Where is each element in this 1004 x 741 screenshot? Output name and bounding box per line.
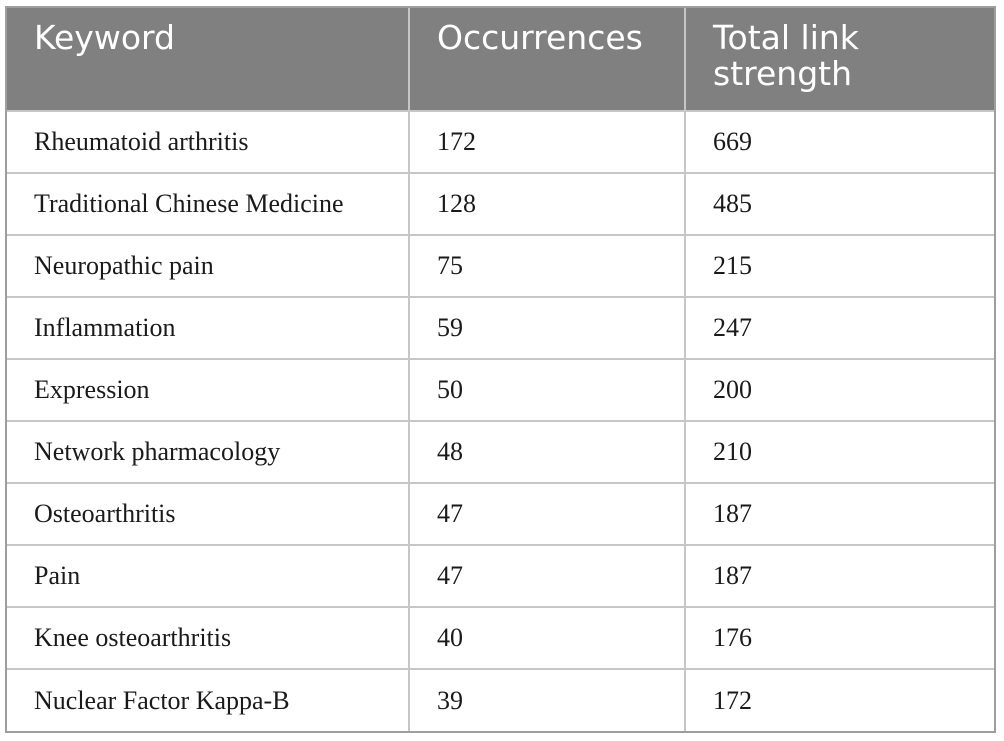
cell-keyword: Neuropathic pain: [7, 235, 409, 297]
header-row: [7, 8, 994, 111]
cell-keyword: Pain: [7, 545, 409, 607]
cell-occurrences: 128: [409, 173, 685, 235]
cell-keyword: Network pharmacology: [7, 421, 409, 483]
cell-keyword: Rheumatoid arthritis: [7, 111, 409, 173]
table-row: [7, 297, 994, 359]
table-row: [7, 545, 994, 607]
cell-occurrences: 75: [409, 235, 685, 297]
cell-total-link-strength: 172: [685, 669, 994, 731]
cell-keyword: Inflammation: [7, 297, 409, 359]
table-row: [7, 235, 994, 297]
cell-total-link-strength: 485: [685, 173, 994, 235]
header-keyword: Keyword: [7, 8, 409, 111]
cell-total-link-strength: 210: [685, 421, 994, 483]
cell-keyword: Osteoarthritis: [7, 483, 409, 545]
table-row: [7, 359, 994, 421]
table-row: [7, 669, 994, 731]
cell-occurrences: 50: [409, 359, 685, 421]
table-row: [7, 173, 994, 235]
table-row: [7, 607, 994, 669]
cell-total-link-strength: 215: [685, 235, 994, 297]
cell-occurrences: 47: [409, 545, 685, 607]
cell-total-link-strength: 187: [685, 545, 994, 607]
cell-occurrences: 39: [409, 669, 685, 731]
header-occurrences: Occurrences: [409, 8, 685, 111]
cell-total-link-strength: 200: [685, 359, 994, 421]
table-row: [7, 111, 994, 173]
cell-total-link-strength: 247: [685, 297, 994, 359]
cell-total-link-strength: 187: [685, 483, 994, 545]
cell-total-link-strength: 669: [685, 111, 994, 173]
cell-keyword: Expression: [7, 359, 409, 421]
cell-keyword: Traditional Chinese Medicine: [7, 173, 409, 235]
cell-occurrences: 47: [409, 483, 685, 545]
table-row: [7, 483, 994, 545]
cell-occurrences: 172: [409, 111, 685, 173]
cell-occurrences: 48: [409, 421, 685, 483]
table-body: [7, 111, 994, 731]
table-header: [7, 8, 994, 111]
cell-occurrences: 40: [409, 607, 685, 669]
cell-occurrences: 59: [409, 297, 685, 359]
cell-keyword: Knee osteoarthritis: [7, 607, 409, 669]
table-row: [7, 421, 994, 483]
keyword-table-container: [5, 6, 996, 733]
cell-keyword: Nuclear Factor Kappa-B: [7, 669, 409, 731]
cell-total-link-strength: 176: [685, 607, 994, 669]
header-total-link-strength: Total link strength: [685, 8, 994, 111]
keyword-table: [7, 8, 994, 731]
